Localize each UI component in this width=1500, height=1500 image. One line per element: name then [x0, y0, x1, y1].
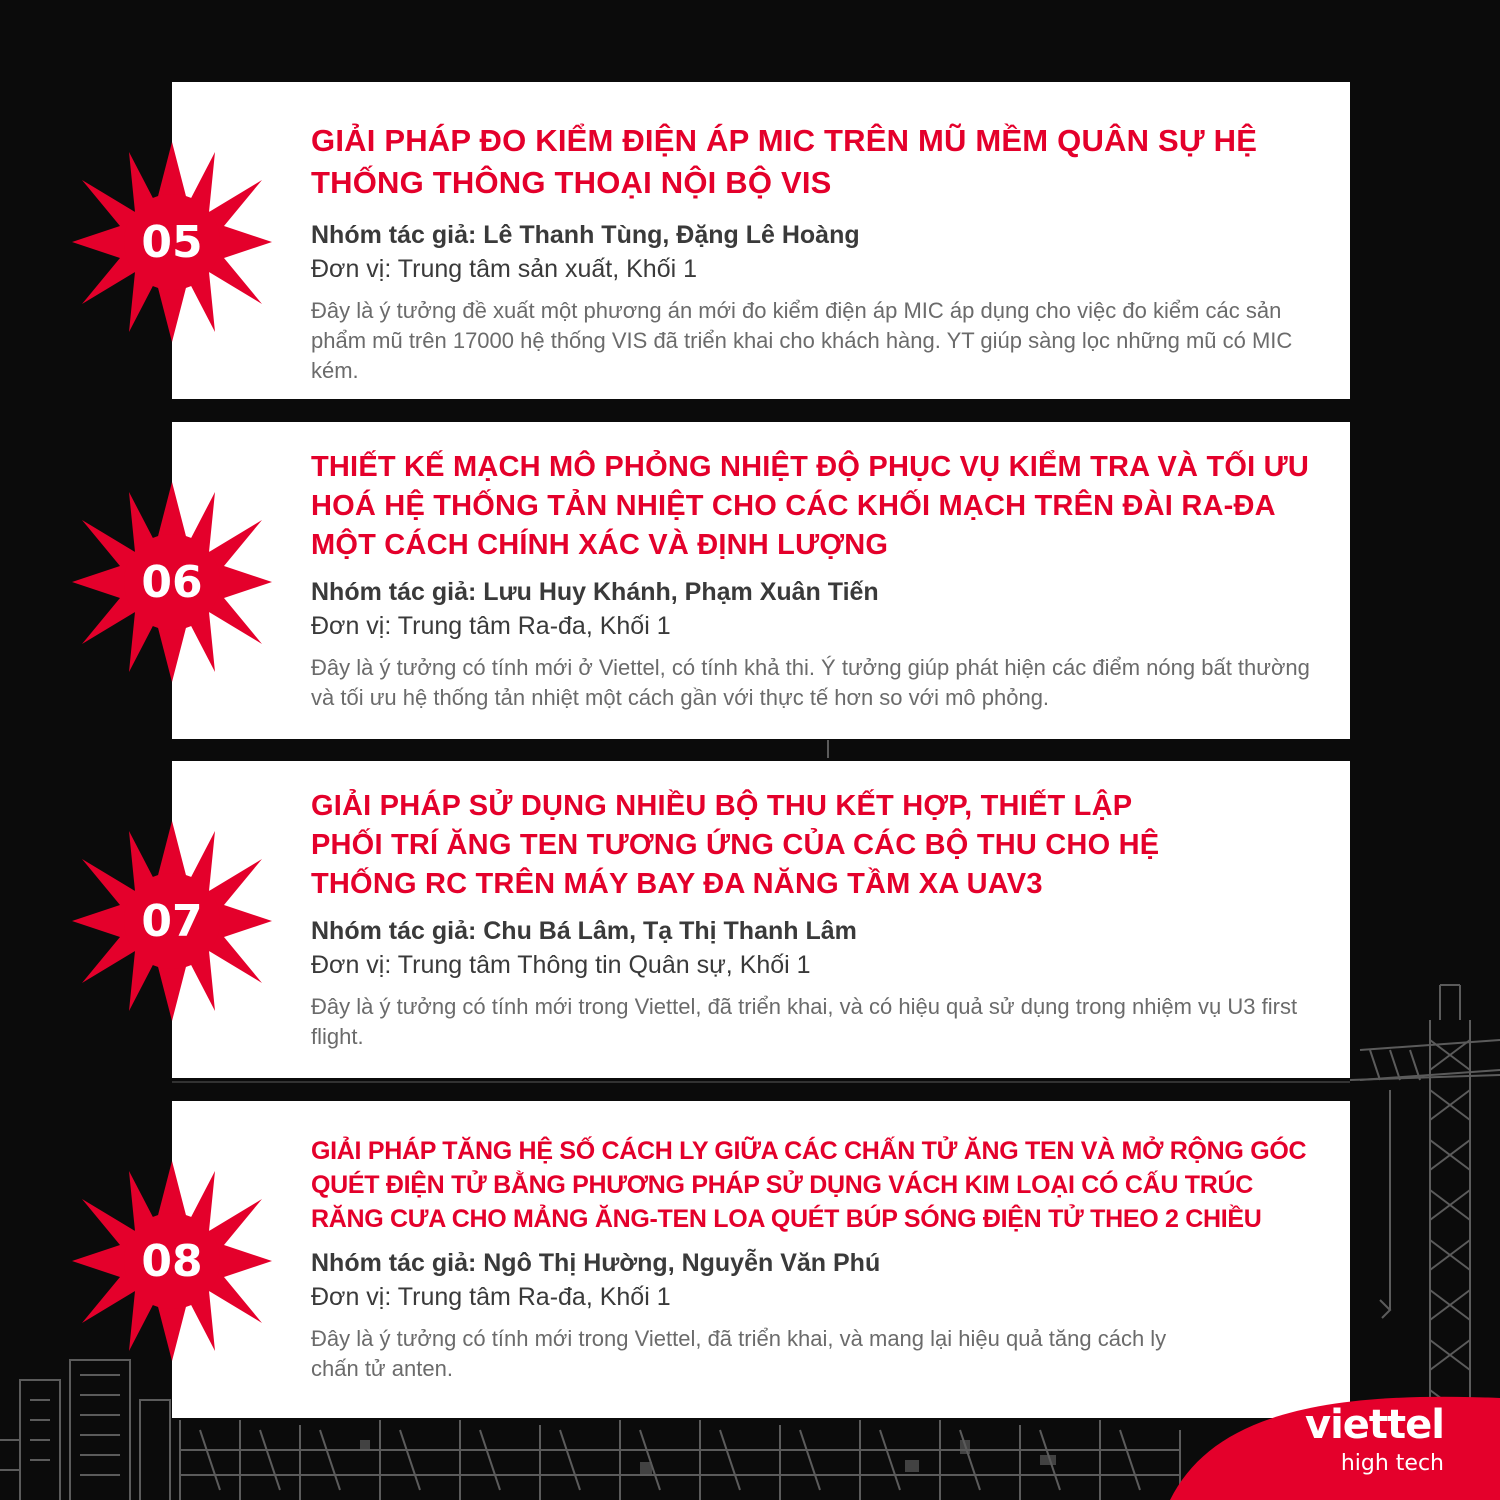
- description: Đây là ý tưởng có tính mới trong Viettel, đã triển khai, và mang lại hiệu quả tăng cách ly chấn tử anten.: [311, 1326, 1167, 1381]
- authors: Nhóm tác giả: Ngô Thị Hường, Nguyễn Văn Phú: [311, 1249, 881, 1277]
- idea-card-07: [172, 761, 1350, 1078]
- idea-title: THIẾT KẾ MẠCH MÔ PHỎNG NHIỆT ĐỘ PHỤC VỤ KIỂM TRA VÀ TỐI ƯU HOÁ HỆ THỐNG TẢN NHIỆT CHO CÁC KHỐI MẠCH TRÊN ĐÀI RA-ĐA MỘT CÁCH CHÍNH XÁC VÀ ĐỊNH LƯỢNG: [311, 451, 1310, 561]
- unit: Đơn vị: Trung tâm sản xuất, Khối 1: [311, 255, 698, 283]
- idea-card-06: [172, 422, 1350, 739]
- idea-card-05: [172, 82, 1350, 399]
- viettel-logo: viettel: [1305, 1402, 1444, 1448]
- idea-card-08: [172, 1101, 1350, 1418]
- idea-number: 06: [141, 556, 203, 608]
- description: Đây là ý tưởng đề xuất một phương án mới đo kiểm điện áp MIC áp dụng cho việc đo kiểm các sản phẩm mũ trên 17000 hệ thống VIS đã triển khai cho khách hàng. YT giúp sàng lọc những mũ có MIC kém.: [311, 298, 1293, 383]
- idea-title: GIẢI PHÁP ĐO KIỂM ĐIỆN ÁP MIC TRÊN MŨ MỀM QUÂN SỰ HỆ THỐNG THÔNG THOẠI NỘI BỘ VIS: [311, 123, 1258, 200]
- description: Đây là ý tưởng có tính mới trong Viettel, đã triển khai, và có hiệu quả sử dụng trong nhiệm vụ U3 first flight.: [311, 994, 1298, 1049]
- idea-title: GIẢI PHÁP SỬ DỤNG NHIỀU BỘ THU KẾT HỢP, THIẾT LẬP PHỐI TRÍ ĂNG TEN TƯƠNG ỨNG CỦA CÁC BỘ THU CHO HỆ THỐNG RC TRÊN MÁY BAY ĐA NĂNG TẦM XA UAV3: [311, 790, 1160, 900]
- authors: Nhóm tác giả: Chu Bá Lâm, Tạ Thị Thanh Lâm: [311, 917, 857, 945]
- unit: Đơn vị: Trung tâm Ra-đa, Khối 1: [311, 1283, 671, 1311]
- idea-number: 07: [141, 895, 203, 947]
- description: Đây là ý tưởng có tính mới ở Viettel, có tính khả thi. Ý tưởng giúp phát hiện các điểm nóng bất thường và tối ưu hệ thống tản nhiệt một cách gần với thực tế hơn so với mô phỏng.: [311, 655, 1310, 710]
- idea-number: 05: [141, 216, 203, 268]
- idea-title: GIẢI PHÁP TĂNG HỆ SỐ CÁCH LY GIỮA CÁC CHẤN TỬ ĂNG TEN VÀ MỞ RỘNG GÓC QUÉT ĐIỆN TỬ BẰNG PHƯƠNG PHÁP SỬ DỤNG VÁCH KIM LOẠI CÓ CẤU TRÚC RĂNG CƯA CHO MẢNG ĂNG-TEN LOA QUÉT BÚP SÓNG ĐIỆN TỬ THEO 2 CHIỀU: [311, 1137, 1307, 1233]
- brand-tagline: high tech: [1340, 1451, 1444, 1476]
- unit: Đơn vị: Trung tâm Thông tin Quân sự, Khối 1: [311, 951, 811, 979]
- unit: Đơn vị: Trung tâm Ra-đa, Khối 1: [311, 612, 671, 640]
- authors: Nhóm tác giả: Lưu Huy Khánh, Phạm Xuân Tiến: [311, 578, 879, 606]
- authors: Nhóm tác giả: Lê Thanh Tùng, Đặng Lê Hoàng: [311, 221, 860, 249]
- idea-number: 08: [141, 1235, 203, 1287]
